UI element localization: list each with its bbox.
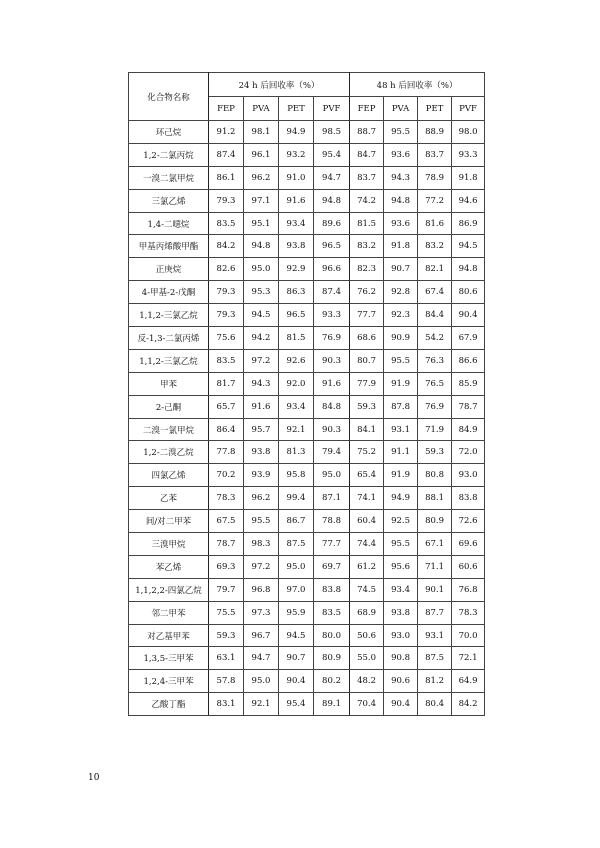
recovery-value-cell: 97.2 xyxy=(244,349,279,372)
material-header-24h-pvf: PVF xyxy=(314,97,350,121)
material-header-24h-pva: PVA xyxy=(244,97,279,121)
recovery-value-cell: 77.2 xyxy=(418,189,452,212)
recovery-value-cell: 93.2 xyxy=(279,143,314,166)
recovery-value-cell: 91.8 xyxy=(384,235,418,258)
table-row xyxy=(129,189,485,212)
recovery-value-cell: 83.7 xyxy=(350,166,384,189)
recovery-value-cell: 93.8 xyxy=(384,601,418,624)
recovery-value-cell: 95.5 xyxy=(384,349,418,372)
recovery-value-cell: 72.1 xyxy=(452,647,485,670)
compound-name-cell: 2-己酮 xyxy=(129,395,209,418)
recovery-value-cell: 94.7 xyxy=(244,647,279,670)
recovery-value-cell: 59.3 xyxy=(418,441,452,464)
recovery-value-cell: 95.0 xyxy=(244,670,279,693)
recovery-value-cell: 87.4 xyxy=(209,143,244,166)
recovery-value-cell: 59.3 xyxy=(350,395,384,418)
table-row xyxy=(129,578,485,601)
recovery-value-cell: 75.2 xyxy=(350,441,384,464)
recovery-value-cell: 83.5 xyxy=(209,349,244,372)
material-header-24h-fep: FEP xyxy=(209,97,244,121)
recovery-value-cell: 93.1 xyxy=(418,624,452,647)
recovery-value-cell: 95.4 xyxy=(314,143,350,166)
compound-name-cell: 1,1,2-三氯乙烷 xyxy=(129,304,209,327)
compound-name-cell: 4-甲基-2-戊酮 xyxy=(129,281,209,304)
recovery-value-cell: 94.8 xyxy=(314,189,350,212)
compound-name-cell: 间/对二甲苯 xyxy=(129,510,209,533)
recovery-value-cell: 48.2 xyxy=(350,670,384,693)
recovery-value-cell: 69.6 xyxy=(452,533,485,556)
recovery-value-cell: 70.0 xyxy=(452,624,485,647)
recovery-value-cell: 84.9 xyxy=(452,418,485,441)
recovery-value-cell: 65.4 xyxy=(350,464,384,487)
recovery-value-cell: 84.2 xyxy=(452,693,485,716)
recovery-value-cell: 95.9 xyxy=(279,601,314,624)
recovery-value-cell: 76.9 xyxy=(418,395,452,418)
recovery-value-cell: 94.3 xyxy=(384,166,418,189)
recovery-value-cell: 80.7 xyxy=(350,349,384,372)
recovery-value-cell: 76.8 xyxy=(452,578,485,601)
recovery-value-cell: 81.5 xyxy=(350,212,384,235)
recovery-value-cell: 65.7 xyxy=(209,395,244,418)
table-row xyxy=(129,281,485,304)
recovery-value-cell: 82.1 xyxy=(418,258,452,281)
recovery-value-cell: 92.1 xyxy=(244,693,279,716)
recovery-value-cell: 83.5 xyxy=(209,212,244,235)
recovery-value-cell: 97.0 xyxy=(279,578,314,601)
recovery-value-cell: 95.5 xyxy=(384,121,418,144)
recovery-value-cell: 93.9 xyxy=(244,464,279,487)
recovery-value-cell: 81.5 xyxy=(279,327,314,350)
compound-name-cell: 二溴一氯甲烷 xyxy=(129,418,209,441)
recovery-value-cell: 98.1 xyxy=(244,121,279,144)
recovery-value-cell: 87.8 xyxy=(384,395,418,418)
recovery-value-cell: 79.4 xyxy=(314,441,350,464)
recovery-value-cell: 94.8 xyxy=(244,235,279,258)
recovery-value-cell: 85.9 xyxy=(452,372,485,395)
recovery-value-cell: 93.6 xyxy=(384,143,418,166)
recovery-value-cell: 94.7 xyxy=(314,166,350,189)
table-row xyxy=(129,464,485,487)
recovery-value-cell: 95.0 xyxy=(244,258,279,281)
recovery-value-cell: 83.8 xyxy=(452,487,485,510)
recovery-value-cell: 94.3 xyxy=(244,372,279,395)
recovery-value-cell: 91.6 xyxy=(244,395,279,418)
recovery-value-cell: 96.2 xyxy=(244,487,279,510)
recovery-value-cell: 78.7 xyxy=(209,533,244,556)
compound-name-cell: 四氯乙烯 xyxy=(129,464,209,487)
recovery-value-cell: 82.3 xyxy=(350,258,384,281)
recovery-value-cell: 84.8 xyxy=(314,395,350,418)
recovery-value-cell: 80.9 xyxy=(418,510,452,533)
compound-name-cell: 三氯乙烯 xyxy=(129,189,209,212)
recovery-value-cell: 80.0 xyxy=(314,624,350,647)
recovery-value-cell: 79.7 xyxy=(209,578,244,601)
recovery-value-cell: 93.1 xyxy=(384,418,418,441)
recovery-value-cell: 95.6 xyxy=(384,555,418,578)
recovery-value-cell: 84.4 xyxy=(418,304,452,327)
compound-name-cell: 反-1,3-二氯丙烯 xyxy=(129,327,209,350)
recovery-value-cell: 87.7 xyxy=(418,601,452,624)
recovery-value-cell: 89.6 xyxy=(314,212,350,235)
recovery-value-cell: 92.9 xyxy=(279,258,314,281)
page-number: 10 xyxy=(88,773,100,783)
table-row xyxy=(129,143,485,166)
recovery-value-cell: 90.9 xyxy=(384,327,418,350)
recovery-value-cell: 96.6 xyxy=(314,258,350,281)
table-row xyxy=(129,670,485,693)
recovery-value-cell: 78.8 xyxy=(314,510,350,533)
recovery-value-cell: 95.5 xyxy=(384,533,418,556)
recovery-value-cell: 90.4 xyxy=(452,304,485,327)
recovery-value-cell: 93.6 xyxy=(384,212,418,235)
recovery-value-cell: 64.9 xyxy=(452,670,485,693)
compound-name-cell: 邻二甲苯 xyxy=(129,601,209,624)
recovery-value-cell: 67.9 xyxy=(452,327,485,350)
recovery-value-cell: 71.1 xyxy=(418,555,452,578)
recovery-value-cell: 93.4 xyxy=(279,395,314,418)
recovery-value-cell: 88.9 xyxy=(418,121,452,144)
recovery-value-cell: 95.7 xyxy=(244,418,279,441)
recovery-value-cell: 94.5 xyxy=(279,624,314,647)
recovery-value-cell: 96.7 xyxy=(244,624,279,647)
recovery-value-cell: 72.6 xyxy=(452,510,485,533)
recovery-value-cell: 94.5 xyxy=(452,235,485,258)
recovery-value-cell: 87.4 xyxy=(314,281,350,304)
material-header-48h-pvf: PVF xyxy=(452,97,485,121)
recovery-value-cell: 68.6 xyxy=(350,327,384,350)
recovery-value-cell: 95.4 xyxy=(279,693,314,716)
recovery-value-cell: 70.2 xyxy=(209,464,244,487)
recovery-value-cell: 92.5 xyxy=(384,510,418,533)
compound-name-cell: 三溴甲烷 xyxy=(129,533,209,556)
table-body xyxy=(129,121,485,716)
recovery-value-cell: 94.6 xyxy=(452,189,485,212)
compound-name-cell: 1,1,2,2-四氯乙烷 xyxy=(129,578,209,601)
recovery-value-cell: 96.5 xyxy=(314,235,350,258)
recovery-value-cell: 72.0 xyxy=(452,441,485,464)
table-row xyxy=(129,693,485,716)
recovery-value-cell: 55.0 xyxy=(350,647,384,670)
recovery-value-cell: 95.3 xyxy=(244,281,279,304)
recovery-value-cell: 91.9 xyxy=(384,372,418,395)
recovery-value-cell: 76.2 xyxy=(350,281,384,304)
recovery-value-cell: 74.5 xyxy=(350,578,384,601)
recovery-value-cell: 81.2 xyxy=(418,670,452,693)
recovery-value-cell: 86.4 xyxy=(209,418,244,441)
recovery-value-cell: 57.8 xyxy=(209,670,244,693)
recovery-value-cell: 96.8 xyxy=(244,578,279,601)
compound-name-cell: 甲苯 xyxy=(129,372,209,395)
recovery-value-cell: 90.4 xyxy=(384,693,418,716)
material-header-48h-fep: FEP xyxy=(350,97,384,121)
recovery-value-cell: 93.8 xyxy=(244,441,279,464)
recovery-value-cell: 60.6 xyxy=(452,555,485,578)
recovery-rate-table xyxy=(128,72,485,716)
recovery-value-cell: 79.3 xyxy=(209,189,244,212)
recovery-value-cell: 80.2 xyxy=(314,670,350,693)
recovery-value-cell: 95.8 xyxy=(279,464,314,487)
recovery-value-cell: 93.3 xyxy=(452,143,485,166)
recovery-value-cell: 98.0 xyxy=(452,121,485,144)
table-row xyxy=(129,555,485,578)
table-row xyxy=(129,395,485,418)
recovery-value-cell: 90.4 xyxy=(279,670,314,693)
table-row xyxy=(129,121,485,144)
compound-name-cell: 乙苯 xyxy=(129,487,209,510)
recovery-value-cell: 84.2 xyxy=(209,235,244,258)
recovery-value-cell: 98.3 xyxy=(244,533,279,556)
recovery-value-cell: 82.6 xyxy=(209,258,244,281)
table-row xyxy=(129,327,485,350)
compound-name-cell: 甲基丙烯酸甲酯 xyxy=(129,235,209,258)
recovery-value-cell: 91.6 xyxy=(314,372,350,395)
compound-name-cell: 乙酸丁酯 xyxy=(129,693,209,716)
table-row xyxy=(129,533,485,556)
recovery-value-cell: 80.4 xyxy=(418,693,452,716)
table-row xyxy=(129,601,485,624)
recovery-value-cell: 86.1 xyxy=(209,166,244,189)
recovery-value-cell: 95.5 xyxy=(244,510,279,533)
compound-name-cell: 1,3,5-三甲苯 xyxy=(129,647,209,670)
recovery-value-cell: 77.9 xyxy=(350,372,384,395)
recovery-value-cell: 80.9 xyxy=(314,647,350,670)
recovery-value-cell: 96.2 xyxy=(244,166,279,189)
recovery-value-cell: 81.6 xyxy=(418,212,452,235)
recovery-value-cell: 77.7 xyxy=(350,304,384,327)
recovery-value-cell: 78.7 xyxy=(452,395,485,418)
recovery-value-cell: 76.9 xyxy=(314,327,350,350)
compound-name-cell: 1,4-二噁烷 xyxy=(129,212,209,235)
recovery-value-cell: 94.9 xyxy=(279,121,314,144)
recovery-value-cell: 78.9 xyxy=(418,166,452,189)
recovery-value-cell: 96.5 xyxy=(279,304,314,327)
table-row xyxy=(129,235,485,258)
recovery-value-cell: 97.1 xyxy=(244,189,279,212)
recovery-value-cell: 91.6 xyxy=(279,189,314,212)
recovery-value-cell: 75.6 xyxy=(209,327,244,350)
recovery-value-cell: 99.4 xyxy=(279,487,314,510)
recovery-value-cell: 76.5 xyxy=(418,372,452,395)
recovery-value-cell: 71.9 xyxy=(418,418,452,441)
recovery-value-cell: 88.7 xyxy=(350,121,384,144)
recovery-24h-header: 24 h 后回收率（%） xyxy=(209,73,350,97)
recovery-value-cell: 77.8 xyxy=(209,441,244,464)
recovery-value-cell: 94.9 xyxy=(384,487,418,510)
recovery-value-cell: 84.1 xyxy=(350,418,384,441)
recovery-value-cell: 76.3 xyxy=(418,349,452,372)
recovery-value-cell: 88.1 xyxy=(418,487,452,510)
recovery-value-cell: 90.3 xyxy=(314,418,350,441)
recovery-value-cell: 94.8 xyxy=(384,189,418,212)
recovery-value-cell: 93.0 xyxy=(384,624,418,647)
recovery-value-cell: 92.0 xyxy=(279,372,314,395)
recovery-value-cell: 78.3 xyxy=(452,601,485,624)
recovery-value-cell: 97.3 xyxy=(244,601,279,624)
recovery-value-cell: 93.8 xyxy=(279,235,314,258)
table-row xyxy=(129,349,485,372)
table-row xyxy=(129,166,485,189)
recovery-value-cell: 95.1 xyxy=(244,212,279,235)
table-row xyxy=(129,510,485,533)
recovery-value-cell: 95.0 xyxy=(279,555,314,578)
recovery-value-cell: 95.0 xyxy=(314,464,350,487)
recovery-value-cell: 86.3 xyxy=(279,281,314,304)
recovery-value-cell: 83.8 xyxy=(314,578,350,601)
recovery-value-cell: 61.2 xyxy=(350,555,384,578)
material-header-24h-pet: PET xyxy=(279,97,314,121)
recovery-value-cell: 60.4 xyxy=(350,510,384,533)
compound-name-cell: 1,1,2-三氯乙烷 xyxy=(129,349,209,372)
material-header-48h-pet: PET xyxy=(418,97,452,121)
recovery-value-cell: 94.2 xyxy=(244,327,279,350)
recovery-value-cell: 86.7 xyxy=(279,510,314,533)
recovery-value-cell: 92.8 xyxy=(384,281,418,304)
compound-name-cell: 环己烷 xyxy=(129,121,209,144)
table-row xyxy=(129,372,485,395)
recovery-value-cell: 86.9 xyxy=(452,212,485,235)
recovery-value-cell: 67.5 xyxy=(209,510,244,533)
recovery-value-cell: 69.3 xyxy=(209,555,244,578)
table-row xyxy=(129,624,485,647)
material-header-48h-pva: PVA xyxy=(384,97,418,121)
table-row xyxy=(129,418,485,441)
recovery-value-cell: 87.1 xyxy=(314,487,350,510)
recovery-value-cell: 59.3 xyxy=(209,624,244,647)
recovery-value-cell: 81.3 xyxy=(279,441,314,464)
recovery-value-cell: 87.5 xyxy=(279,533,314,556)
recovery-value-cell: 68.9 xyxy=(350,601,384,624)
compound-name-cell: 1,2-二溴乙烷 xyxy=(129,441,209,464)
recovery-value-cell: 79.3 xyxy=(209,281,244,304)
recovery-value-cell: 70.4 xyxy=(350,693,384,716)
recovery-value-cell: 93.4 xyxy=(279,212,314,235)
recovery-value-cell: 94.5 xyxy=(244,304,279,327)
compound-name-cell: 苯乙烯 xyxy=(129,555,209,578)
table-row xyxy=(129,258,485,281)
recovery-value-cell: 80.6 xyxy=(452,281,485,304)
recovery-value-cell: 83.2 xyxy=(350,235,384,258)
recovery-value-cell: 93.0 xyxy=(452,464,485,487)
recovery-value-cell: 83.2 xyxy=(418,235,452,258)
recovery-value-cell: 50.6 xyxy=(350,624,384,647)
recovery-value-cell: 67.1 xyxy=(418,533,452,556)
recovery-value-cell: 93.4 xyxy=(384,578,418,601)
table-row xyxy=(129,487,485,510)
compound-name-header: 化合物名称 xyxy=(129,73,209,121)
compound-name-cell: 一溴二氯甲烷 xyxy=(129,166,209,189)
recovery-value-cell: 89.1 xyxy=(314,693,350,716)
recovery-value-cell: 97.2 xyxy=(244,555,279,578)
recovery-value-cell: 87.5 xyxy=(418,647,452,670)
recovery-value-cell: 74.2 xyxy=(350,189,384,212)
recovery-value-cell: 93.3 xyxy=(314,304,350,327)
recovery-value-cell: 92.1 xyxy=(279,418,314,441)
recovery-value-cell: 83.7 xyxy=(418,143,452,166)
compound-name-cell: 对乙基甲苯 xyxy=(129,624,209,647)
recovery-value-cell: 54.2 xyxy=(418,327,452,350)
recovery-value-cell: 77.7 xyxy=(314,533,350,556)
recovery-value-cell: 91.0 xyxy=(279,166,314,189)
recovery-value-cell: 92.3 xyxy=(384,304,418,327)
recovery-value-cell: 74.4 xyxy=(350,533,384,556)
recovery-value-cell: 90.7 xyxy=(384,258,418,281)
recovery-value-cell: 90.8 xyxy=(384,647,418,670)
recovery-value-cell: 90.6 xyxy=(384,670,418,693)
recovery-value-cell: 81.7 xyxy=(209,372,244,395)
recovery-value-cell: 96.1 xyxy=(244,143,279,166)
compound-name-cell: 正庚烷 xyxy=(129,258,209,281)
recovery-value-cell: 69.7 xyxy=(314,555,350,578)
recovery-value-cell: 91.8 xyxy=(452,166,485,189)
recovery-value-cell: 98.5 xyxy=(314,121,350,144)
compound-name-cell: 1,2,4-三甲苯 xyxy=(129,670,209,693)
recovery-value-cell: 78.3 xyxy=(209,487,244,510)
table-row xyxy=(129,212,485,235)
recovery-value-cell: 67.4 xyxy=(418,281,452,304)
recovery-value-cell: 75.5 xyxy=(209,601,244,624)
recovery-value-cell: 63.1 xyxy=(209,647,244,670)
recovery-value-cell: 92.6 xyxy=(279,349,314,372)
recovery-value-cell: 90.7 xyxy=(279,647,314,670)
recovery-value-cell: 86.6 xyxy=(452,349,485,372)
recovery-value-cell: 74.1 xyxy=(350,487,384,510)
recovery-value-cell: 94.8 xyxy=(452,258,485,281)
recovery-value-cell: 84.7 xyxy=(350,143,384,166)
compound-name-cell: 1,2-二氯丙烷 xyxy=(129,143,209,166)
table-row xyxy=(129,304,485,327)
recovery-value-cell: 83.5 xyxy=(314,601,350,624)
recovery-value-cell: 90.3 xyxy=(314,349,350,372)
recovery-value-cell: 90.1 xyxy=(418,578,452,601)
table-row xyxy=(129,647,485,670)
recovery-value-cell: 91.9 xyxy=(384,464,418,487)
recovery-value-cell: 91.1 xyxy=(384,441,418,464)
recovery-value-cell: 91.2 xyxy=(209,121,244,144)
recovery-value-cell: 80.8 xyxy=(418,464,452,487)
recovery-value-cell: 83.1 xyxy=(209,693,244,716)
recovery-value-cell: 79.3 xyxy=(209,304,244,327)
table-row xyxy=(129,441,485,464)
recovery-48h-header: 48 h 后回收率（%） xyxy=(350,73,485,97)
